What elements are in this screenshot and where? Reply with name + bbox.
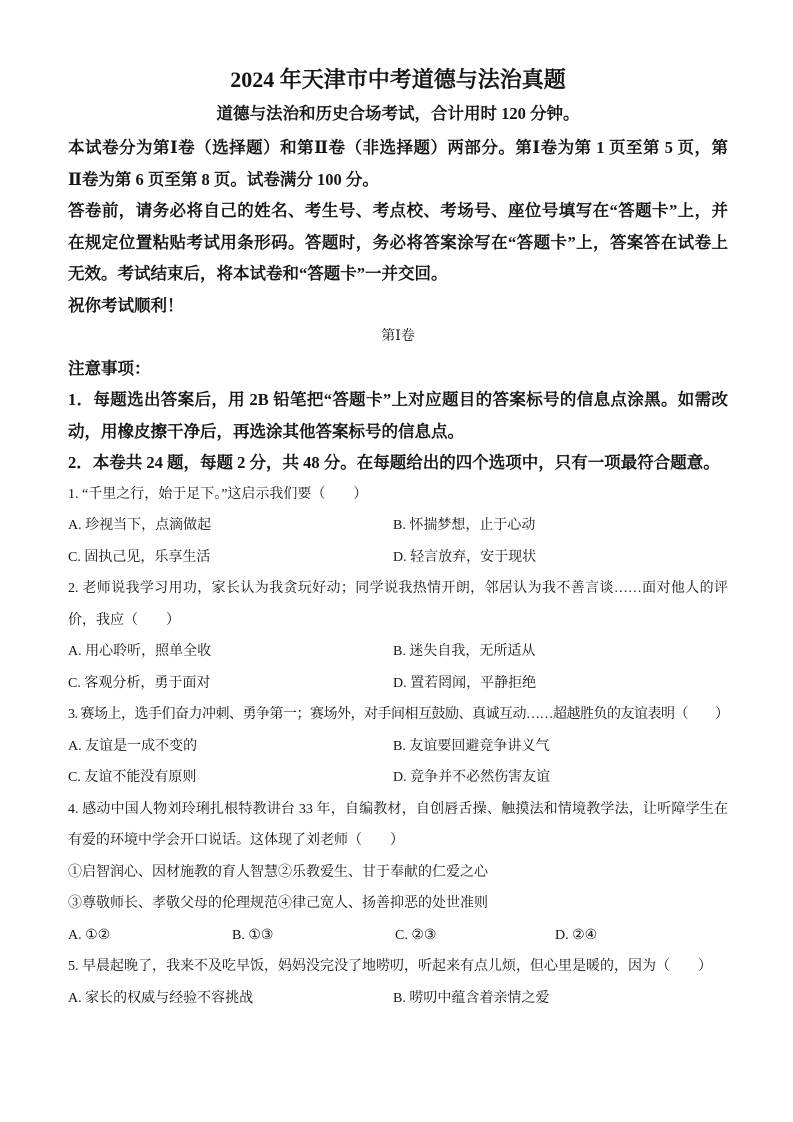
intro-answer-sheet-line-3: 无效。考试结束后，将本试卷和“答题卡”一并交回。 [68,264,448,283]
question-2-text-line-2: 价，我应（ ） [68,612,180,628]
question-4-option-a: A. ①② [68,927,111,943]
question-1-options-row-1 [68,510,728,542]
question-5-option-a: A. 家长的权威与经验不容挑战 [68,990,254,1006]
question-1-option-c: C. 固执己见，乐享生活 [68,549,211,565]
question-1-option-a: A. 珍视当下，点滴做起 [68,518,212,533]
question-5-option-b: B. 唠叨中蕴含着亲情之爱 [393,990,550,1006]
question-4-option-c: C. ②③ [395,927,437,943]
question-3-option-b: B. 友谊要回避竞争讲义气 [393,738,550,754]
question-4-options-row [68,920,728,952]
notice-title: 注意事项： [68,358,151,378]
notice-item-1-line-1: 1．每题选出答案后，用 2B 铅笔把“答题卡”上对应题目的答案标号的信息点涂黑。如需改 [68,390,728,409]
question-2-text-line-1: 2. 老师说我学习用功，家长认为我贪玩好动；同学说我热情开朗，邻居认为我不善言谈……面对他人的评 [68,581,728,596]
notice-item-2: 2．本卷共 24 题，每题 2 分，共 48 分。在每题给出的四个选项中，只有一项最符合题意。 [68,453,720,472]
exam-subtitle: 道德与法治和历史合场考试，合计用时 120 分钟。 [216,104,580,123]
intro-paper-structure-line-2: Ⅱ卷为第 6 页至第 8 页。试卷满分 100 分。 [68,169,379,189]
question-4-text-line-1: 4. 感动中国人物刘玲琍扎根特教讲台 33 年，自编教材，自创唇舌操、触摸法和情境教学法，让听障学生在 [68,801,728,817]
question-3-text: 3. 赛场上，选手们奋力冲刺、勇争第一；赛场外，对手间相互鼓励、真诚互动……超越胜负的友谊表明（ ） [68,707,729,722]
question-3-options-row-1 [68,731,728,763]
question-5-options-row-1 [68,983,728,1015]
exam-title: 2024 年天津市中考道德与法治真题 [230,67,566,92]
question-1-option-b: B. 怀揣梦想，止于心动 [393,518,536,533]
question-4-text-line-2: 有爱的环境中学会开口说话。这体现了刘老师（ ） [68,833,404,848]
question-2-option-a: A. 用心聆听，照单全收 [68,644,212,659]
question-2-option-b: B. 迷失自我，无所适从 [393,644,536,659]
question-3-option-d: D. 竞争并不必然伤害友谊 [393,770,551,785]
question-1-text: 1. “千里之行，始于足下。”这启示我们要（ ） [68,486,368,502]
question-2-option-d: D. 置若罔闻，平静拒绝 [393,675,537,691]
question-3-option-a: A. 友谊是一成不变的 [68,738,198,754]
notice-item-1-line-2: 动，用橡皮擦干净后，再选涂其他答案标号的信息点。 [68,421,464,441]
question-2-options-row-2 [68,668,728,700]
question-2-option-c: C. 客观分析，勇于面对 [68,675,211,691]
intro-answer-sheet-line-2: 在规定位置粘贴考试用条形码。答题时，务必将答案涂写在“答题卡”上，答案答在试卷上 [68,232,728,252]
question-1-option-d: D. 轻言放弃，安于现状 [393,549,537,565]
question-4-statements-3-4: ③尊敬师长、孝敬父母的伦理规范④律己宽人、扬善抑恶的处世准则 [68,896,488,911]
good-luck-line: 祝你考试顺利！ [68,295,184,315]
intro-paper-structure-line-1: 本试卷分为第Ⅰ卷（选择题）和第Ⅱ卷（非选择题）两部分。第Ⅰ卷为第 1 页至第 5 页，第 [68,138,728,157]
question-4-option-b: B. ①③ [232,927,274,943]
question-4-option-d: D. ②④ [555,927,598,943]
question-1-options-row-2 [68,542,728,574]
question-3-option-c: C. 友谊不能没有原则 [68,770,197,785]
question-4-statements-1-2: ①启智润心、因材施教的育人智慧②乐教爱生、甘于奉献的仁爱之心 [68,864,488,880]
intro-answer-sheet-line-1: 答卷前，请务必将自己的姓名、考生号、考点校、考场号、座位号填写在“答题卡”上，并 [68,201,728,220]
section-header-volume-1: 第Ⅰ卷 [381,329,415,344]
question-2-options-row-1 [68,636,728,668]
question-5-text: 5. 早晨起晚了，我来不及吃早饭，妈妈没完没了地唠叨，听起来有点儿烦，但心里是暖的，因为（ ） [68,959,712,974]
question-3-options-row-2 [68,762,728,794]
